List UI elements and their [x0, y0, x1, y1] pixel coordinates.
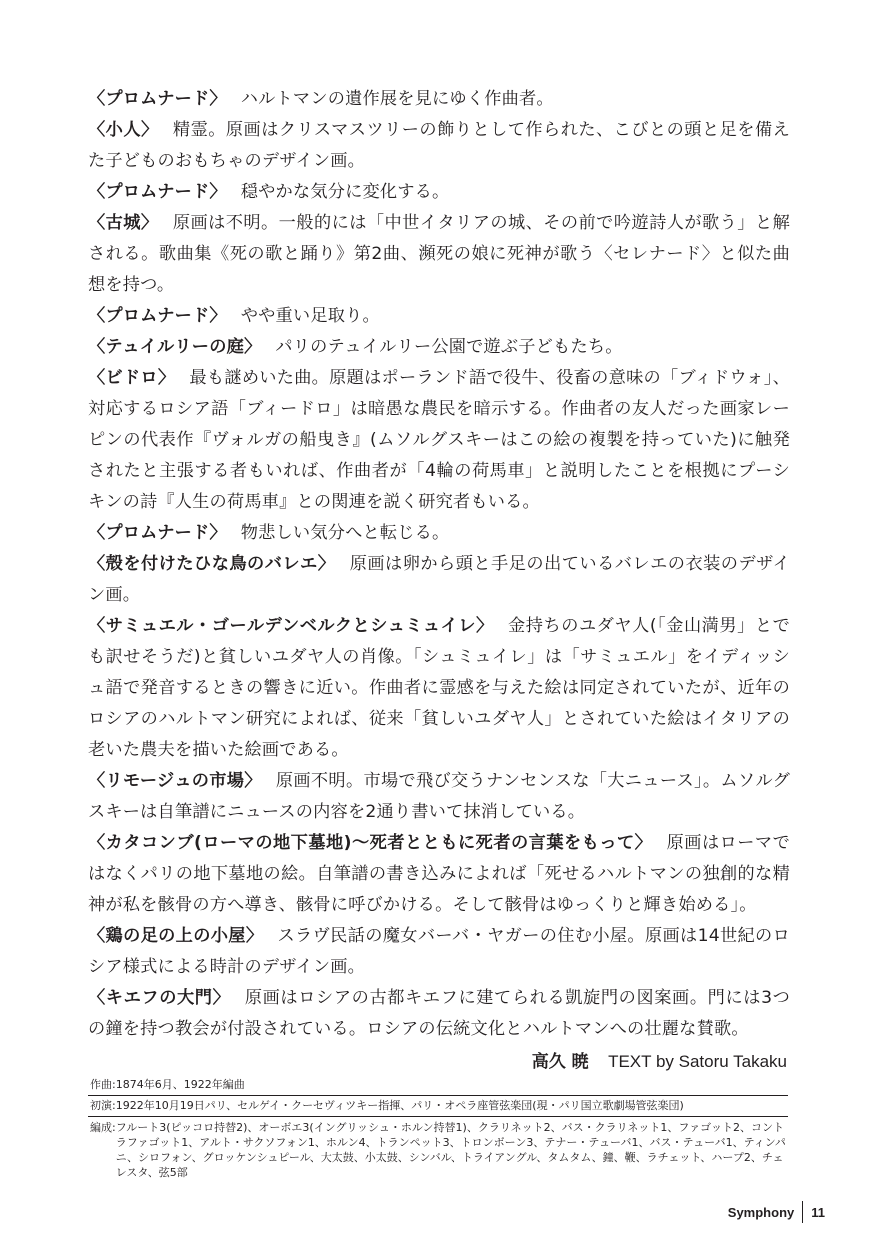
- magazine-name: Symphony: [727, 1204, 795, 1220]
- entry-title: 〈キエフの大門〉: [88, 988, 231, 1008]
- author-name: 高久 暁: [531, 1052, 589, 1072]
- entry-title: 〈プロムナード〉: [88, 89, 227, 109]
- entry-text: パリのテュイルリー公園で遊ぶ子どもたち。: [275, 337, 623, 357]
- instrumentation-label: 編成:: [90, 1121, 116, 1134]
- entry-text: 精霊。原画はクリスマスツリーの飾りとして作られた、こびとの頭と足を備えた子どものおもちゃのデザイン画。: [88, 120, 790, 171]
- entry-text: 原画は不明。一般的には「中世イタリアの城、その前で吟遊詩人が歌う」と解される。歌曲集《死の歌と踊り》第2曲、瀕死の娘に死神が歌う〈セレナード〉と似た曲想を持つ。: [88, 213, 790, 295]
- entry-catacombs: [88, 828, 790, 921]
- entry-title: 〈サミュエル・ゴールデンベルクとシュミュイレ〉: [88, 616, 494, 636]
- author-byline: TEXT by Satoru Takaku: [608, 1052, 787, 1071]
- entry-title: 〈カタコンブ(ローマの地下墓地)〜死者とともに死者の言葉をもって〉: [88, 833, 653, 853]
- entry-text: 金持ちのユダヤ人(「金山満男」とでも訳せそうだ)と貧しいユダヤ人の肖像。「シュミュイレ」は「サミュエル」をイディッシュ語で発音するときの響きに近い。作曲者に霊感を与えた絵は同定されていたが、近年のロシアのハルトマン研究によれば、従来「貧しいユダヤ人」とされていた絵はイタリアの老いた農夫を描いた絵画である。: [88, 616, 790, 760]
- entry-text: 原画はローマではなくパリの地下墓地の絵。自筆譜の書き込みによれば「死せるハルトマンの独創的な精神が私を骸骨の方へ導き、骸骨に呼びかける。そして骸骨はゆっくりと輝き始める」。: [88, 833, 790, 915]
- entry-promenade-3: [88, 301, 790, 332]
- page-footer: [728, 1201, 825, 1223]
- program-notes: [88, 84, 790, 1045]
- entry-title: 〈ビドロ〉: [88, 368, 176, 388]
- page-number: 11: [811, 1204, 825, 1220]
- entry-text: 物悲しい気分へと転じる。: [240, 523, 450, 543]
- entry-bydlo: [88, 363, 790, 518]
- entry-promenade-1: [88, 84, 790, 115]
- entry-text: 穏やかな気分に変化する。: [240, 182, 450, 202]
- entry-text: 原画不明。市場で飛び交うナンセンスな「大ニュース」。ムソルグスキーは自筆譜にニュースの内容を2通り書いて抹消している。: [88, 771, 790, 822]
- entry-title: 〈小人〉: [88, 120, 159, 140]
- entry-text: 原画はロシアの古都キエフに建てられる凱旋門の図案画。門には3つの鐘を持つ教会が付設されている。ロシアの伝統文化とハルトマンへの壮麗な賛歌。: [88, 988, 791, 1039]
- entry-baba-yaga: [88, 921, 790, 983]
- entry-title: 〈鶏の足の上の小屋〉: [88, 926, 264, 946]
- entry-chicks-ballet: [88, 549, 790, 611]
- entry-text: 原画は卵から頭と手足の出ているバレエの衣装のデザイン画。: [88, 554, 790, 605]
- entry-text: スラヴ民話の魔女バーバ・ヤガーの住む小屋。原画は14世紀のロシア様式による時計のデザイン画。: [88, 926, 790, 977]
- entry-promenade-4: [88, 518, 790, 549]
- entry-title: 〈プロムナード〉: [88, 306, 227, 326]
- premiere-info: 初演:1922年10月19日パリ、セルゲイ・クーセヴィツキー指揮、パリ・オペラ座管弦楽団(現・パリ国立歌劇場管弦楽団): [88, 1096, 788, 1117]
- entry-title: 〈リモージュの市場〉: [88, 771, 262, 791]
- instrumentation: [88, 1117, 788, 1183]
- instrumentation-text: フルート3(ピッコロ持替2)、オーボエ3(イングリッシュ・ホルン持替1)、クラリネット2、バス・クラリネット1、ファゴット2、コントラファゴット1、アルト・サクソフォン1、ホルン4、トランペット3、トロンボーン3、テナー・テューバ1、バス・テューバ1、ティンパニ、シロフォン、グロッケンシュピール、大太鼓、小太鼓、シンバル、トライアングル、タムタム、鐘、鞭、ラチェット、ハープ2、チェレスタ、弦5部: [115, 1121, 786, 1179]
- entry-title: 〈古城〉: [88, 213, 159, 233]
- entry-tuileries: [88, 332, 790, 363]
- entry-title: 〈殻を付けたひな鳥のバレエ〉: [88, 554, 336, 574]
- author-credit: [532, 1047, 787, 1072]
- entry-title: 〈プロムナード〉: [88, 182, 227, 202]
- composition-date: 作曲:1874年6月、1922年編曲: [88, 1075, 788, 1096]
- entry-text: 最も謎めいた曲。原題はポーランド語で役牛、役畜の意味の「ブィドウォ」、対応するロシア語「ブィードロ」は暗愚な農民を暗示する。作曲者の友人だった画家レーピンの代表作『ヴォルガの船曳き』(ムソルグスキーはこの絵の複製を持っていた)に触発されたと主張する者もいれば、作曲者が「4輪の荷馬車」と説明したことを根拠にプーシキンの詩『人生の荷馬車』との関連を説く研究者もいる。: [88, 368, 790, 512]
- work-info: [88, 1075, 788, 1183]
- entry-title: 〈テュイルリーの庭〉: [88, 337, 262, 357]
- entry-old-castle: [88, 208, 790, 301]
- footer-divider: [802, 1201, 803, 1223]
- entry-gnome: [88, 115, 790, 177]
- entry-text: やや重い足取り。: [240, 306, 380, 326]
- entry-goldenberg-schmuyle: [88, 611, 790, 766]
- entry-title: 〈プロムナード〉: [88, 523, 227, 543]
- entry-great-gate: [88, 983, 790, 1045]
- entry-limoges: [88, 766, 790, 828]
- entry-text: ハルトマンの遺作展を見にゆく作曲者。: [240, 89, 554, 109]
- entry-promenade-2: [88, 177, 790, 208]
